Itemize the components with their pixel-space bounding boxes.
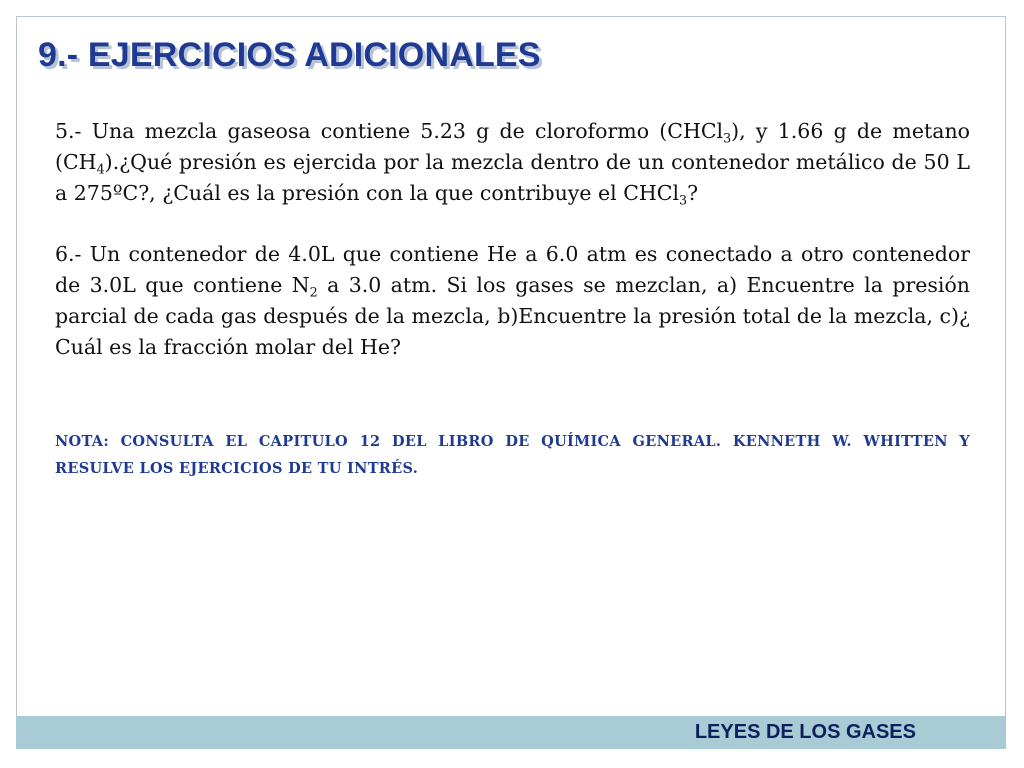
exercise-6-part-2: a 3.0 atm. Si los gases se mezclan, a) Encuentre la presión parcial de cada gas después de la mezcla, b)Encuentre la presión total de la mezcla, c)¿ Cuál es la fracción molar del He?: [55, 273, 970, 359]
exercise-5-part-1: 5.- Una mezcla gaseosa contiene 5.23 g de cloroformo (CHCl: [55, 119, 724, 143]
exercise-6-text: [55, 239, 970, 363]
study-note: NOTA: CONSULTA EL CAPITULO 12 DEL LIBRO DE QUÍMICA GENERAL. KENNETH W. WHITTEN Y RESULVE LOS EJERCICIOS DE TU INTRÉS.: [55, 433, 970, 477]
footer-bar: [16, 716, 1006, 749]
exercise-5-part-3: ).¿Qué presión es ejercida por la mezcla dentro de un contenedor metálico de 50 L a 275ºC?, ¿Cuál es la presión con la que contribuye el CHCl: [55, 150, 970, 205]
exercise-6-part-1: 6.- Un contenedor de 4.0L que contiene He a 6.0 atm es conectado a otro contenedor de 3.0L que contiene N: [55, 242, 970, 297]
exercise-5-text: [55, 116, 970, 209]
slide-title: 9.- EJERCICIOS ADICIONALES: [38, 36, 541, 74]
footer-label: LEYES DE LOS GASES: [694, 721, 916, 743]
exercise-5-subscript-3: 3: [679, 192, 688, 208]
exercise-5-subscript-1: 3: [723, 130, 732, 146]
exercise-5-part-2: ), y 1.66 g de metano (CH: [55, 119, 970, 174]
exercise-5-subscript-2: 4: [96, 161, 105, 177]
exercise-6-subscript-1: 2: [309, 284, 318, 300]
exercise-5-part-4: ?: [687, 181, 699, 205]
